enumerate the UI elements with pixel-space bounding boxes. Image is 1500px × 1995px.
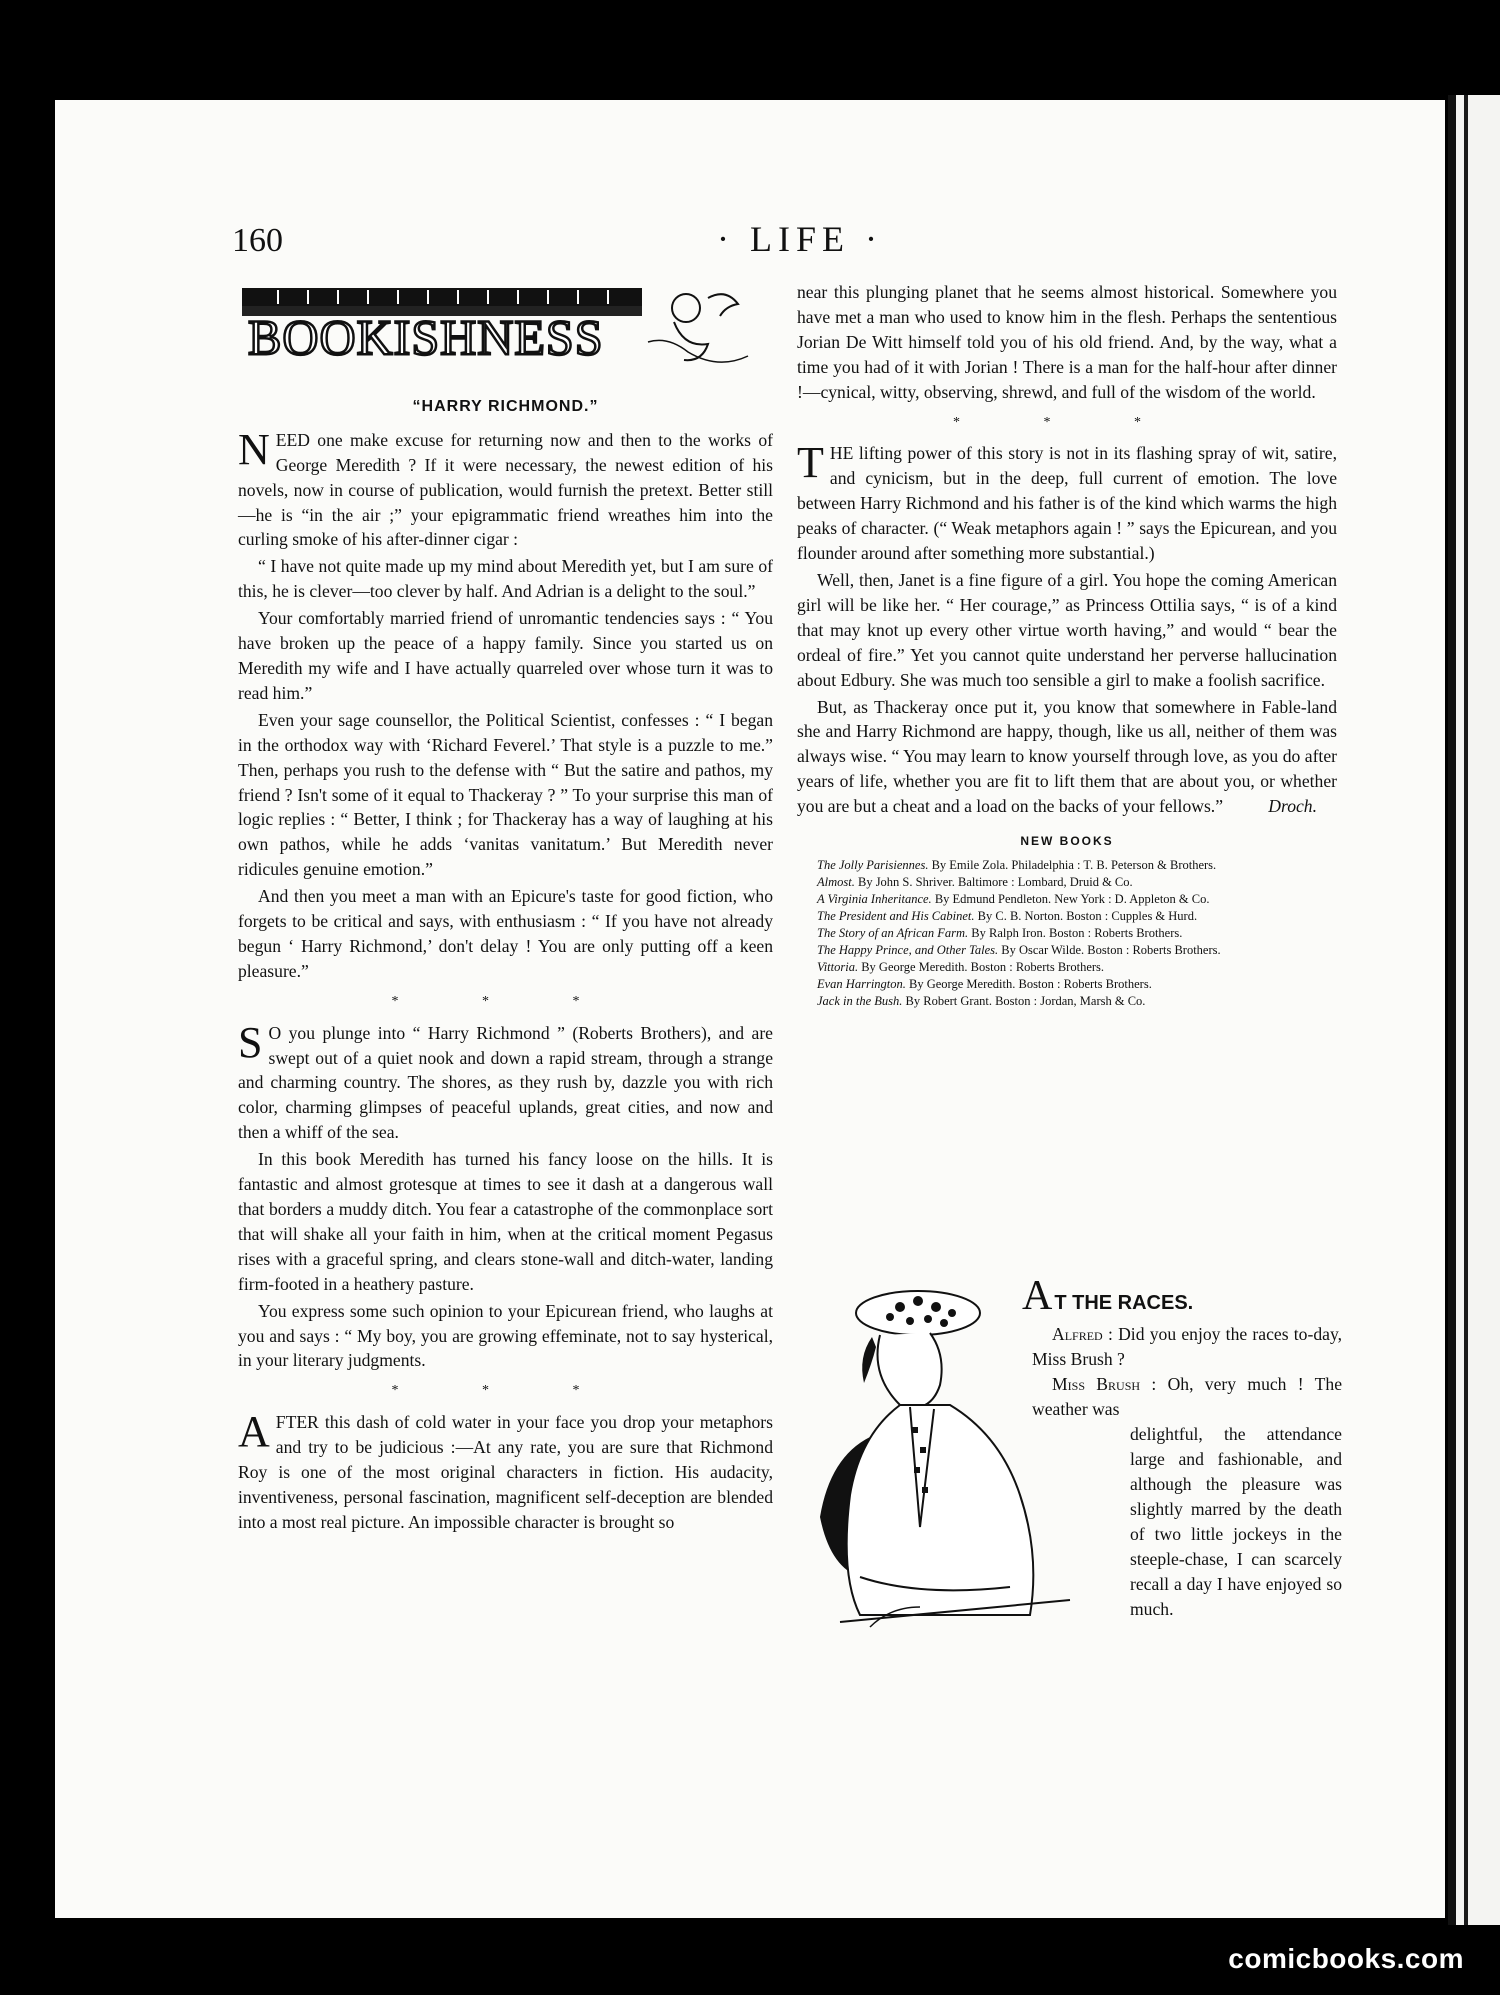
book-title: The Happy Prince, and Other Tales. <box>817 942 999 957</box>
book-title: A Virginia Inheritance. <box>817 891 932 906</box>
book-details: By Edmund Pendleton. New York : D. Appleton & Co. <box>934 891 1210 906</box>
races-dialogue-continued: delightful, the attendance large and fashionable, and although the pleasure was slightly marred by the death of two little jockeys in the steeple-chase, I can scarcely recall a day I have enjoyed so much. <box>1130 1424 1342 1619</box>
book-title: Jack in the Bush. <box>817 993 903 1008</box>
paragraph: In this book Meredith has turned his fancy loose on the hills. It is fantastic and almost grotesque at times to see it dash at a dangerous wall that borders a muddy ditch. You fear a catastrophe of the commonplace sort that will shake all your faith in him, when at the critical moment Pegasus rises with a graceful spring, and clears stone-wall and ditch-water, landing firm-footed in a heathery pasture. <box>238 1149 773 1294</box>
book-details: By Oscar Wilde. Boston : Roberts Brothers. <box>1001 942 1221 957</box>
masthead-title: · LIFE · <box>717 219 883 259</box>
new-book-entry <box>797 994 1337 1009</box>
dialogue-line: Miss Brush : Oh, very much ! The weather was <box>1032 1374 1343 1419</box>
book-details: By George Meredith. Boston : Roberts Brothers. <box>909 976 1152 991</box>
book-title: The President and His Cabinet. <box>817 908 975 923</box>
right-column <box>797 280 1337 1011</box>
paragraph: Even your sage counsellor, the Political Scientist, confesses : “ I began in the orthodox way with ‘Richard Feverel.’ That style is a puzzle to me.” Then, perhaps you rush to the defense with “ But the satire and pathos, my friend ? Isn't some of it equal to Thackeray ? ” To your surprise this man of logic replies : “ Better, I think ; for Thackeray has a way of laughing at his own pathos, while he adds ‘vanitas vanitatum.’ But Meredith never ridicules genuine emotion.” <box>238 709 773 880</box>
page-number: 160 <box>232 222 283 259</box>
banner-lettering: BOOKISHNESS <box>248 309 604 365</box>
paragraph: THE lifting power of this story is not in its flashing spray of wit, satire, and cynicism, but in the deep, full current of emotion. The love between Harry Richmond and his father is of the kind which warms the high peaks of character. (“ Weak metaphors again ! ” says the Epicurean, and you flounder around after something more substantial.) <box>797 438 1337 564</box>
drop-cap: A <box>238 1407 270 1457</box>
book-details: By John S. Shriver. Baltimore : Lombard, Druid & Co. <box>857 874 1133 889</box>
paragraph: NEED one make excuse for returning now and then to the works of George Meredith ? If it were necessary, the newest edition of his novels, now in course of publication, would furnish the pretext. Better still—he is “in the air ;” your epigrammatic friend wreathes him into the curling smoke of his after-dinner cigar : <box>238 424 773 550</box>
drop-cap: T <box>797 438 824 488</box>
paragraph: Well, then, Janet is a fine figure of a girl. You hope the coming American girl will be like her. “ Her courage,” as Princess Ottilia says, “ is of a kind that may knot up every other virtue worth having,” and would “ bear the ordeal of fire.” Yet you cannot quite understand her perverse hallucination about Edbury. She was much too sensible a girl to make a foolish sacrifice. <box>797 569 1337 690</box>
watermark: comicbooks.com <box>1228 1943 1464 1974</box>
paragraph: near this plunging planet that he seems almost historical. Somewhere you have met a man who used to know him in the flesh. Perhaps the sententious Jorian De Witt himself told you of his old friend. And, by the way, what a time you had of it with Jorian ! There is a man for the half-hour after dinner !—cynical, witty, observing, shrewd, and full of the wisdom of the world. <box>797 282 1337 402</box>
book-details: By C. B. Norton. Boston : Cupples & Hurd. <box>977 908 1198 923</box>
new-book-entry <box>797 892 1337 907</box>
new-book-entry <box>797 909 1337 924</box>
book-title: Evan Harrington. <box>817 976 906 991</box>
at-the-races-section <box>800 1272 1343 1692</box>
page-gutter-shadow <box>1448 95 1456 1925</box>
speaker-name: Miss Brush <box>1052 1374 1141 1394</box>
new-book-entry <box>797 960 1337 975</box>
paragraph: You express some such opinion to your Epicurean friend, who laughs at you and says : “ My boy, you are growing effeminate, not to say hysterical, in your literary judgments. <box>238 1300 773 1371</box>
new-book-entry <box>797 858 1337 873</box>
section-divider: * * * <box>391 1383 620 1399</box>
paragraph: AFTER this dash of cold water in your face you drop your metaphors and try to be judicious :—At any rate, you are sure that Richmond Roy is one of the most original characters in fiction. His audacity, inventiveness, personal fascination, magnificent self-deception are blended into a most real picture. An impossible character is brought so <box>238 1407 773 1532</box>
adjacent-page-edge <box>1448 95 1500 1925</box>
book-title: Almost. <box>817 874 855 889</box>
book-details: By George Meredith. Boston : Roberts Brothers. <box>861 959 1105 974</box>
article-title: “HARRY RICHMOND.” <box>412 397 599 415</box>
book-title: The Jolly Parisiennes. <box>817 857 929 872</box>
paragraph: “ I have not quite made up my mind about Meredith yet, but I am sure of this, he is clever—too clever by half. And Adrian is a delight to the soul.” <box>238 556 773 602</box>
section-divider: * * * <box>391 993 620 1009</box>
page-gutter-line <box>1464 95 1468 1925</box>
paragraph: S O you plunge into “ Harry Richmond ” (Roberts Brothers), and are swept out of a quiet nook and down a rapid stream, through a strange and charming country. The shores, as they rush by, dazzle you with rich color, charming glimpses of peaceful uplands, great cities, and now and then a whiff of the sea. <box>238 1017 773 1143</box>
drop-cap: N <box>238 424 270 474</box>
dialogue-line: Alfred : Did you enjoy the races to-day, Miss Brush ? <box>1032 1324 1342 1369</box>
races-title: A T THE RACES. <box>1022 1273 1194 1319</box>
paragraph: But, as Thackeray once put it, you know that somewhere in Fable-land she and Harry Richmond are happy, though, like us all, neither of them was always wise. “ You may learn to know yourself through love, as you do after years of life, whether you are fit to lift them that are about you, or whether you are but a cheat and a load on the backs of your fellows.” Droch. <box>797 695 1337 820</box>
new-books-heading: NEW BOOKS <box>1020 834 1114 849</box>
new-book-entry <box>797 926 1337 941</box>
book-details: By Ralph Iron. Boston : Roberts Brothers. <box>971 925 1183 940</box>
new-book-entry <box>797 875 1337 890</box>
book-title: Vittoria. <box>817 959 859 974</box>
section-divider: * * * <box>953 414 1181 430</box>
paragraph: Your comfortably married friend of unromantic tendencies says : “ You have broken up the peace of a happy family. Since you started us on Meredith my wife and I have actually quarreled over whose turn it was to read him.” <box>238 608 773 703</box>
book-details: By Robert Grant. Boston : Jordan, Marsh & Co. <box>905 993 1146 1008</box>
speaker-name: Alfred <box>1052 1324 1103 1344</box>
book-details: By Emile Zola. Philadelphia : T. B. Peterson & Brothers. <box>931 857 1217 872</box>
drop-cap: S <box>238 1017 263 1067</box>
new-books-list <box>797 858 1337 1009</box>
author-signature: Droch. <box>1268 796 1317 817</box>
bookishness-banner <box>238 282 773 372</box>
new-book-entry <box>797 943 1337 958</box>
book-title: The Story of an African Farm. <box>817 925 969 940</box>
new-book-entry <box>797 977 1337 992</box>
paragraph: And then you meet a man with an Epicure's taste for good fiction, who forgets to be critical and says, with enthusiasm : “ If you have not already begun ‘ Harry Richmond,’ don't delay ! You are only putting off a keen pleasure.” <box>238 886 773 981</box>
races-dialogue <box>1032 1322 1342 1422</box>
left-column <box>238 282 773 1537</box>
